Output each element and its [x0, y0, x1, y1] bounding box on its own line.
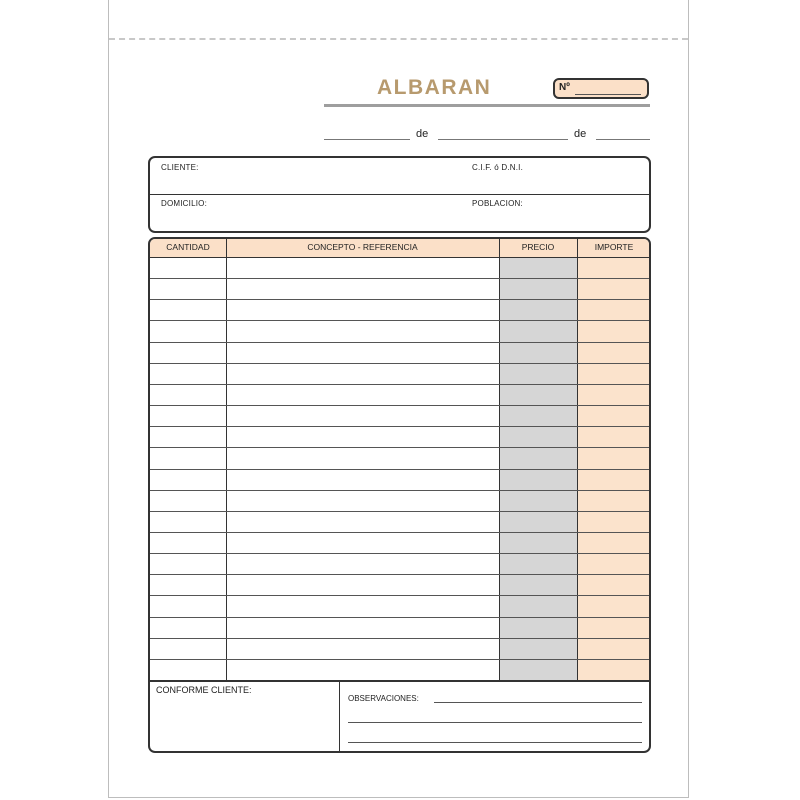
col-header-precio: PRECIO [521, 242, 555, 252]
table-row-line [150, 553, 649, 554]
col-header-importe: IMPORTE [594, 242, 634, 252]
perforation-line [109, 38, 688, 40]
cliente-label: CLIENTE: [161, 163, 199, 172]
table-row-line [150, 299, 649, 300]
cif-label: C.I.F. ó D.N.I. [472, 163, 524, 172]
table-header [150, 239, 649, 258]
table-row-line [150, 595, 649, 596]
table-row-line [150, 278, 649, 279]
footer-divider [150, 680, 649, 682]
observaciones-line-3[interactable] [348, 742, 642, 743]
number-label: Nº [559, 82, 570, 93]
poblacion-label: POBLACION: [472, 199, 523, 208]
col-divider-1 [226, 239, 227, 680]
table-row-line [150, 469, 649, 470]
date-month-field[interactable] [438, 138, 568, 140]
conforme-cliente-label: CONFORME CLIENTE: [156, 685, 252, 695]
table-row-line [150, 490, 649, 491]
table-row-line [150, 447, 649, 448]
table-row-line [150, 342, 649, 343]
date-word-2: de [574, 128, 587, 140]
col-header-concepto: CONCEPTO - REFERENCIA [307, 242, 418, 252]
items-table [148, 237, 651, 753]
table-row-line [150, 511, 649, 512]
table-row-line [150, 426, 649, 427]
number-field[interactable] [553, 78, 649, 99]
table-row-line [150, 405, 649, 406]
col-divider-2 [499, 239, 500, 680]
domicilio-label: DOMICILIO: [161, 199, 208, 208]
client-divider [150, 194, 649, 195]
observaciones-line-2[interactable] [348, 722, 642, 723]
number-line [575, 94, 641, 95]
date-day-field[interactable] [324, 138, 410, 140]
date-row [324, 124, 650, 140]
table-row-line [150, 638, 649, 639]
col-divider-3 [577, 239, 578, 680]
observaciones-label: OBSERVACIONES: [348, 694, 419, 703]
client-box [148, 156, 651, 233]
date-word-1: de [416, 128, 429, 140]
observaciones-line-1[interactable] [434, 702, 642, 703]
col-header-cantidad: CANTIDAD [166, 242, 210, 252]
albaran-sheet [108, 0, 689, 798]
table-row-line [150, 363, 649, 364]
table-row-line [150, 384, 649, 385]
table-row-line [150, 574, 649, 575]
date-year-field[interactable] [596, 138, 650, 140]
table-row-line [150, 532, 649, 533]
table-row-line [150, 617, 649, 618]
document-title: ALBARAN [377, 76, 492, 99]
footer-split [339, 680, 340, 751]
table-row-line [150, 659, 649, 660]
table-row-line [150, 320, 649, 321]
title-underline [324, 104, 650, 107]
